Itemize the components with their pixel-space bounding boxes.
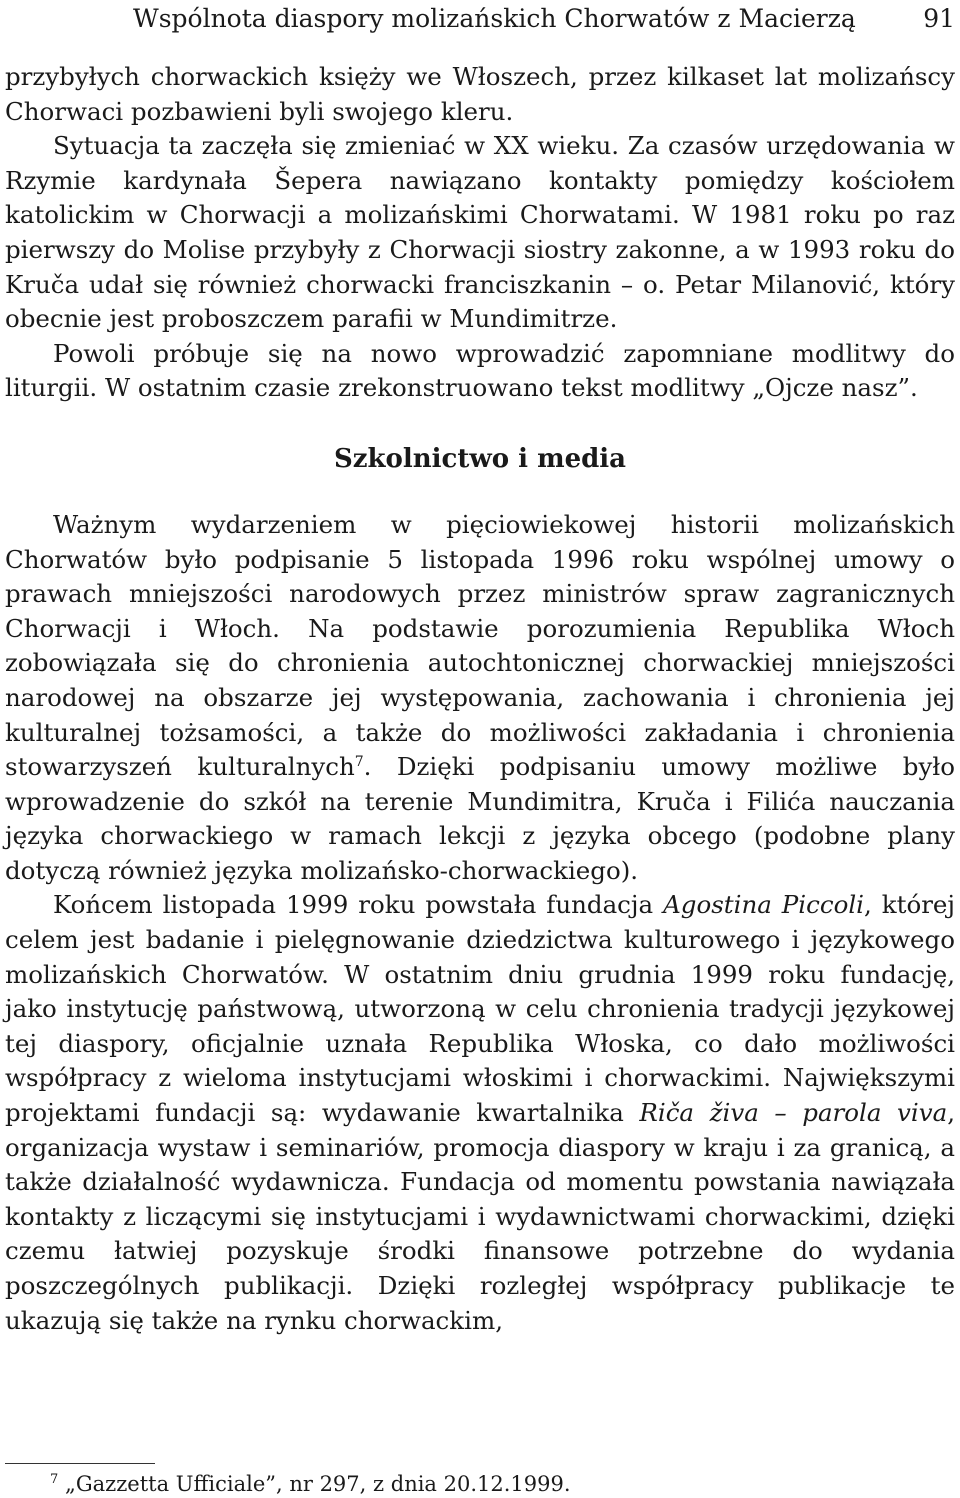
paragraph-agreement [5,508,955,889]
paragraph-xx-century: Sytuacja ta zaczęła się zmieniać w XX wieku. Za czasów urzędowania w Rzymie kardynała Šepera nawiązano kontakty pomiędzy kościołem katolickim w Chorwacji a molizańskimi Chorwatami. W 1981 roku po raz pierwszy do Molise przybyły z Chorwacji siostry zakonne, a w 1993 roku do Kruča udał się również chorwacki franciszkanin – o. Petar Milanović, który obecnie jest proboszczem parafii w Mundimitrze. [5,131,955,334]
footnote-marker: 7 [50,1472,59,1487]
foundation-text-1: Końcem listopada 1999 roku powstała fundacja [53,890,664,920]
running-title: Wspólnota diaspory molizańskich Chorwatów z Macierzą [133,4,856,33]
body-text [5,60,955,1338]
paragraph-liturgy: Powoli próbuje się na nowo wprowadzić zapomniane modlitwy do liturgii. W ostatnim czasie zrekonstruowano tekst modlitwy „Ojcze nasz”. [5,338,955,403]
footnote [50,1471,571,1498]
agreement-text-2: . Dzięki podpisaniu umowy możliwe było wprowadzenie do szkół na terenie Mundimitra, Kruča i Filića nauczania języka chorwackiego w ramach lekcji z języka obcego (podobne plany dotyczą również języka molizańsko-chorwackiego). [5,752,955,885]
footnote-text: „Gazzetta Ufficiale”, nr 297, z dnia 20.12.1999. [64,1472,571,1496]
section-heading: Szkolnictwo i media [333,443,627,474]
paragraph-foundation [5,888,955,1338]
footnote-reference: 7 [354,753,364,770]
agreement-text-1: Ważnym wydarzeniem w pięciowiekowej historii molizańskich Chorwatów było podpisanie 5 listopada 1996 roku wspólnej umowy o prawach mniejszości narodowych przez ministrów spraw zagranicznych Chorwacji i Włoch. Na podstawie porozumienia Republika Włoch zobowiązała się do chronienia autochtonicznej chorwackiej mniejszości narodowej na obszarze jej występowania, zachowania i chronienia jej kulturalnej tożsamości, a także do możliwości zakładania i chronienia stowarzyszeń kulturalnych [5,509,955,782]
page-number: 91 [923,4,955,33]
foundation-text-3: , organizacja wystaw i seminariów, promocja diaspory w kraju i za granicą, a także działalność wydawnicza. Fundacja od momentu powstania nawiązała kontakty z liczącymi się instytucjami i wydawnictwami chorwackimi, dzięki czemu łatwiej pozyskuje środki finansowe potrzebne do wydania poszczególnych publikacji. Dzięki rozległej współpracy publikacje te ukazują się także na rynku chorwackim, [5,1098,955,1335]
paragraph-continuation: przybyłych chorwackich księży we Włoszech, przez kilkaset lat molizańscy Chorwaci pozbawieni byli swojego kleru. [5,62,955,126]
footnote-divider [5,1463,155,1464]
foundation-text-2: , której celem jest badanie i pielęgnowanie dziedzictwa kulturowego i językowego molizańskich Chorwatów. W ostatnim dniu grudnia 1999 roku fundację, jako instytucję państwową, utworzoną w celu chronienia tradycji językowej tej diaspory, oficjalnie uznała Republika Włoska, co dało możliwości współpracy z wieloma instytucjami włoskimi i chorwackimi. Największymi projektami fundacji są: wydawanie kwartalnika [5,890,955,1128]
quarterly-name: Riča živa – parola viva [639,1098,948,1128]
page-header [5,2,955,36]
foundation-name: Agostina Piccoli [663,890,864,920]
